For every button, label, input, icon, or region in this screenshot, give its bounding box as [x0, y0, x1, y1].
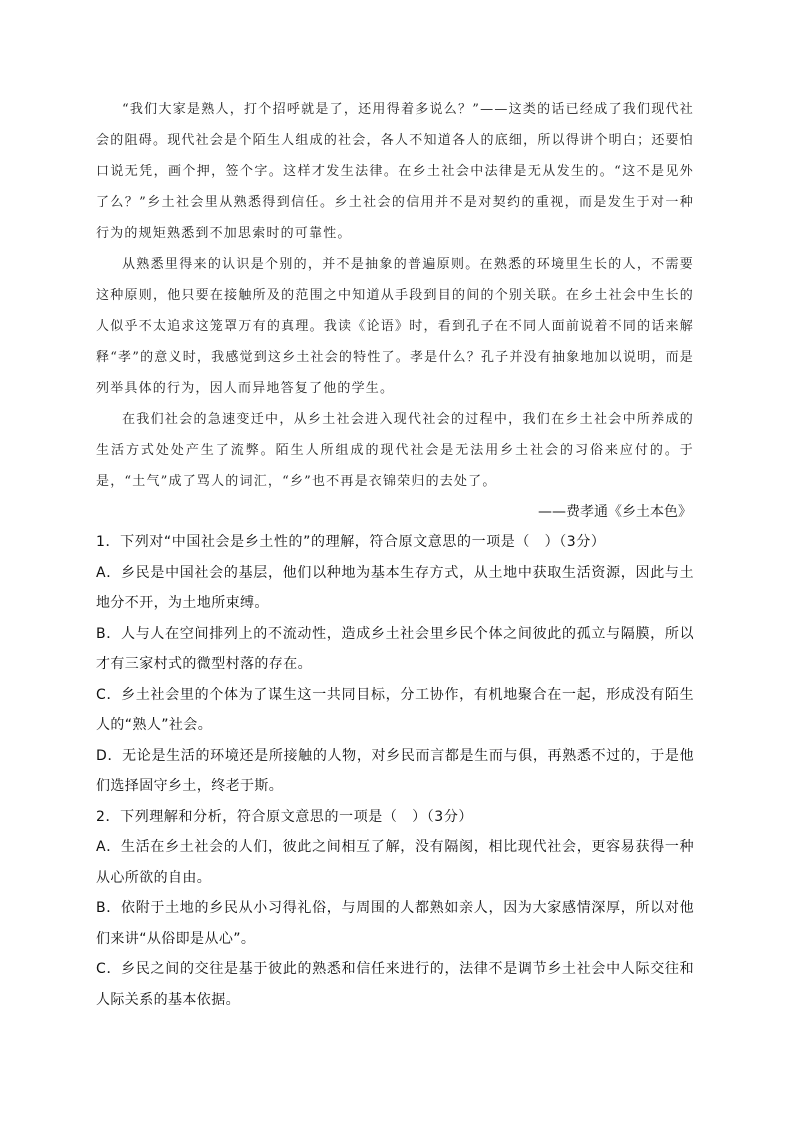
question-1 [96, 527, 694, 802]
reading-passage [96, 94, 694, 497]
option-b: B．依附于土地的乡民从小习得礼俗，与周围的人都熟如亲人，因为大家感情深厚，所以对他们来讲“从俗即是从心”。 [96, 900, 694, 947]
option-a: A．乡民是中国社会的基层，他们以种地为基本生存方式，从土地中获取生活资源，因此与土地分不开，为土地所束缚。 [96, 564, 694, 611]
option-b: B．人与人在空间排列上的不流动性，造成乡土社会里乡民个体之间彼此的孤立与隔膜，所以才有三家村式的微型村落的存在。 [96, 625, 694, 672]
exam-page [96, 94, 694, 1015]
question-stem: 1．下列对“中国社会是乡土性的”的理解，符合原文意思的一项是（ ）（3分） [96, 534, 606, 550]
option-c: C．乡土社会里的个体为了谋生这一共同目标，分工协作，有机地聚合在一起，形成没有陌生人的“熟人”社会。 [96, 686, 694, 733]
passage-attribution: ——费孝通《乡土本色》 [538, 504, 692, 520]
passage-paragraph-1: “我们大家是熟人，打个招呼就是了，还用得着多说么？”——这类的话已经成了我们现代社会的阻碍。现代社会是个陌生人组成的社会，各人不知道各人的底细，所以得讲个明白；还要怕口说无凭，画个押，签个字。这样才发生法律。在乡土社会中法律是无从发生的。“这不是见外了么？”乡土社会里从熟悉得到信任。乡土社会的信用并不是对契约的重视，而是发生于对一种行为的规矩熟悉到不加思索时的可靠性。 [96, 102, 694, 241]
option-c: C．乡民之间的交往是基于彼此的熟悉和信任来进行的，法律不是调节乡土社会中人际交往和人际关系的基本依据。 [96, 961, 694, 1008]
question-list [96, 527, 694, 1015]
passage-paragraph-2: 从熟悉里得来的认识是个别的，并不是抽象的普遍原则。在熟悉的环境里生长的人，不需要这种原则，他只要在接触所及的范围之中知道从手段到目的间的个别关联。在乡土社会中生长的人似乎不太追求这笼罩万有的真理。我读《论语》时，看到孔子在不同人面前说着不同的话来解释“孝”的意义时，我感觉到这乡土社会的特性了。孝是什么？孔子并没有抽象地加以说明，而是列举具体的行为，因人而异地答复了他的学生。 [96, 257, 694, 396]
option-d: D．无论是生活的环境还是所接触的人物，对乡民而言都是生而与俱，再熟悉不过的，于是他们选择固守乡土，终老于斯。 [96, 747, 694, 794]
question-stem: 2．下列理解和分析，符合原文意思的一项是（ ）（3分） [96, 808, 474, 825]
question-2 [96, 802, 694, 1016]
passage-paragraph-3: 在我们社会的急速变迁中，从乡土社会进入现代社会的过程中，我们在乡土社会中所养成的生活方式处处产生了流弊。陌生人所组成的现代社会是无法用乡土社会的习俗来应付的。于是，“土气”成了骂人的词汇，“乡”也不再是衣锦荣归的去处了。 [96, 412, 694, 489]
option-a: A．生活在乡土社会的人们，彼此之间相互了解，没有隔阂，相比现代社会，更容易获得一种从心所欲的自由。 [96, 839, 694, 886]
